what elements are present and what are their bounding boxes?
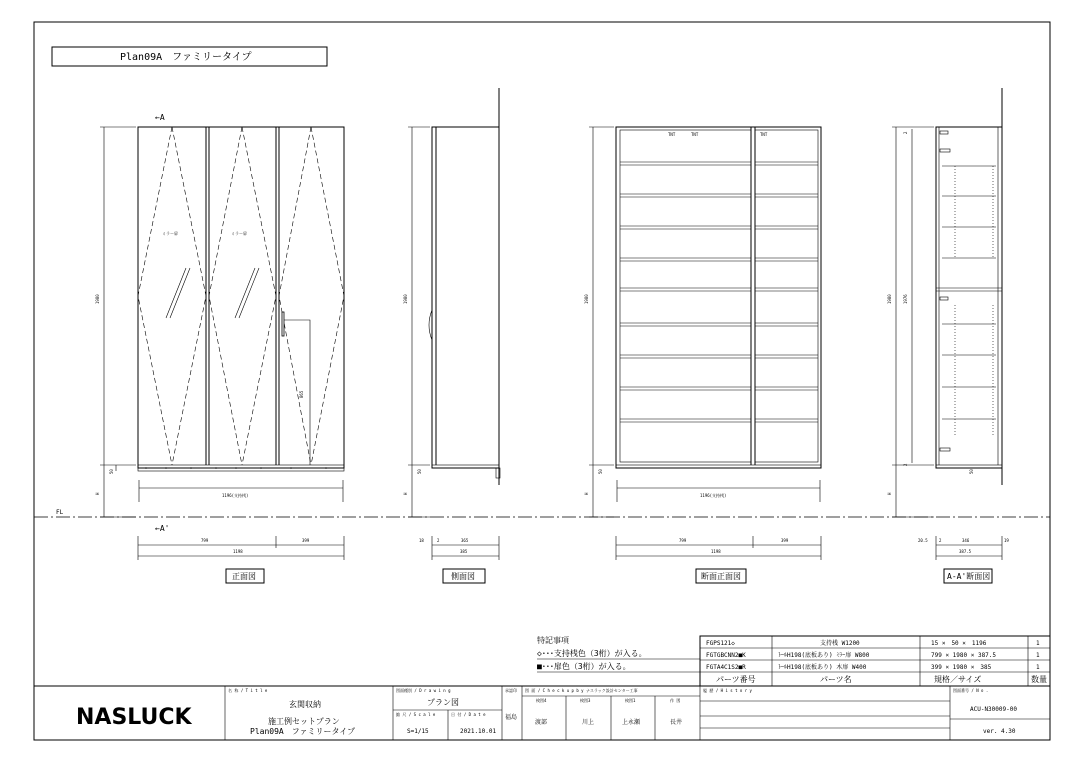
part-row-1-qty: 1 — [1036, 640, 1040, 647]
aa-d2: 2 — [939, 538, 942, 543]
front-door-label-1: ミラー扉 — [162, 231, 178, 236]
front-handle-height: 865 — [299, 390, 304, 398]
section-cabinet — [616, 127, 821, 468]
section-h-dim: H — [584, 492, 589, 495]
part-row-2-size: 799 × 1980 × 387.5 — [931, 652, 997, 659]
parts-header-qty: 数量 — [1031, 675, 1047, 684]
side-height-dim: 1980 — [403, 294, 408, 304]
aa-d1: 20.5 — [918, 538, 928, 543]
side-base-dim: 50 — [417, 469, 422, 474]
aa-section-view — [887, 88, 1009, 583]
date-caption: 日 付 / D a t e — [451, 712, 486, 717]
side-h-dim: H — [403, 492, 408, 495]
approval-caption: 承認印 — [505, 688, 517, 693]
part-row-1-no: FGPS121◇ — [706, 640, 735, 647]
part-row-2-no: FGTGBCNN2■K — [706, 652, 746, 659]
front-width-total: 1198 — [233, 549, 243, 554]
aa-h-dim: H — [887, 492, 892, 495]
drawing-scale: S=1/15 — [407, 728, 429, 735]
aa-base-dim: 50 — [969, 469, 974, 474]
side-d1: 18 — [419, 538, 424, 543]
fl-label: FL — [56, 509, 64, 516]
drawing-subtitle-2: Plan09A ファミリータイプ — [250, 727, 356, 736]
check-head-2: 検図3 — [580, 698, 591, 703]
front-h-dim: H — [95, 492, 100, 495]
scale-caption: 縮 尺 / S c a l e — [396, 712, 436, 717]
arrow-a: ←A — [155, 113, 165, 122]
notes-line-2: ■･･･扉色（3桁）が入る。 — [537, 662, 631, 671]
part-row-2-qty: 1 — [1036, 652, 1040, 659]
side-view-label: 側面図 — [451, 572, 475, 581]
aa-height2-dim: 1976 — [903, 294, 908, 304]
number-caption: 図面番号 / N o . — [953, 688, 989, 693]
side-view — [403, 88, 500, 583]
parts-header-size: 規格／サイズ — [934, 675, 982, 684]
part-row-3-qty: 1 — [1036, 664, 1040, 671]
history-caption: 履 歴 / H i s t o r y — [703, 688, 752, 693]
aa-d3: 346 — [962, 538, 970, 543]
front-height-dim: 1980 — [95, 294, 100, 304]
notes-block — [537, 635, 700, 672]
front-door-label-2: ミラー扉 — [231, 231, 247, 236]
section-inner-width: 1196(支持桟) — [700, 493, 727, 498]
section-label-1: TNT — [668, 132, 676, 137]
side-d2: 2 — [437, 538, 440, 543]
front-view-label: 正面図 — [232, 572, 256, 581]
aa-cabinet — [936, 127, 1002, 468]
side-d-total: 385 — [460, 549, 468, 554]
drawing-number: ACU-N30009-00 — [970, 706, 1017, 713]
check-caption: 図 面 / C h e c k u p b y ナスラック設計センター工事 — [525, 688, 638, 693]
notes-title: 特記事項 — [537, 636, 569, 645]
side-d3: 365 — [461, 538, 469, 543]
part-row-2-name: ﾄｰﾙH198(底板あり) ﾐﾗｰ扉 W800 — [778, 652, 870, 659]
approval-name: 福島 — [505, 714, 518, 721]
drawing-title: 玄関収納 — [289, 700, 321, 709]
checker-4: 長井 — [670, 719, 683, 726]
title-caption: 名 称 / T i t l e — [228, 688, 268, 693]
section-width-total: 1198 — [711, 549, 721, 554]
aa-bottom-dim: 2 — [903, 463, 908, 466]
side-cabinet — [432, 127, 499, 468]
front-view — [95, 113, 344, 583]
arrow-a-prime: ←A' — [155, 524, 170, 533]
checker-2: 川上 — [582, 719, 595, 726]
part-row-3-size: 399 × 1980 × 385 — [931, 664, 992, 671]
section-width-left: 799 — [679, 538, 687, 543]
section-width-right: 399 — [781, 538, 789, 543]
aa-top-dim: 2 — [903, 131, 908, 134]
notes-line-1: ◇･･･支持桟色（3桁）が入る。 — [537, 649, 647, 658]
check-head-3: 検図1 — [625, 698, 636, 703]
plan-title: Plan09A ファミリータイプ — [120, 52, 252, 63]
aa-d4: 19 — [1004, 538, 1009, 543]
part-row-1-size: 15 × 50 × 1196 — [931, 640, 987, 647]
title-block — [34, 686, 1050, 740]
check-head-1: 検図4 — [536, 698, 547, 703]
aa-height-dim: 1980 — [887, 294, 892, 304]
part-row-3-no: FGTA4C1S2■R — [706, 664, 746, 671]
company-logo: NASLUCK — [76, 705, 192, 730]
parts-header-name: パーツ名 — [820, 675, 852, 684]
drawing-subtitle-1: 施工例セットプラン — [268, 717, 340, 726]
part-row-1-name: 支持桟 W1200 — [820, 640, 860, 647]
section-view — [584, 127, 821, 583]
aa-d-total: 387.5 — [959, 549, 972, 554]
parts-header-no: パーツ番号 — [716, 675, 756, 684]
section-label-3: TNT — [760, 132, 768, 137]
section-view-label: 断面正面図 — [701, 572, 741, 581]
aa-view-label: A-A'断面図 — [947, 572, 991, 581]
front-width-left: 799 — [201, 538, 209, 543]
front-base-dim: 50 — [109, 469, 114, 474]
front-inner-width: 1196(支持桟) — [222, 493, 249, 498]
sheet-border — [34, 22, 1050, 740]
drawing-date: 2021.10.01 — [460, 728, 497, 735]
checker-3: 上永瀬 — [622, 719, 641, 726]
front-handle — [282, 312, 284, 336]
drawing-type-caption: 図面種別 / D r a w i n g — [396, 688, 451, 693]
part-row-3-name: ﾄｰﾙH198(底板あり) 木扉 W400 — [778, 664, 867, 671]
drawing-type: プラン図 — [427, 698, 459, 707]
front-cabinet — [138, 127, 344, 468]
section-base-dim: 50 — [598, 469, 603, 474]
parts-table — [700, 636, 1050, 686]
checker-1: 渡部 — [535, 719, 548, 726]
section-label-2: TNT — [691, 132, 699, 137]
check-head-4: 作 図 — [670, 698, 681, 703]
section-height-dim: 1980 — [584, 294, 589, 304]
front-width-right: 399 — [302, 538, 310, 543]
drawing-version: ver. 4.30 — [983, 728, 1016, 735]
